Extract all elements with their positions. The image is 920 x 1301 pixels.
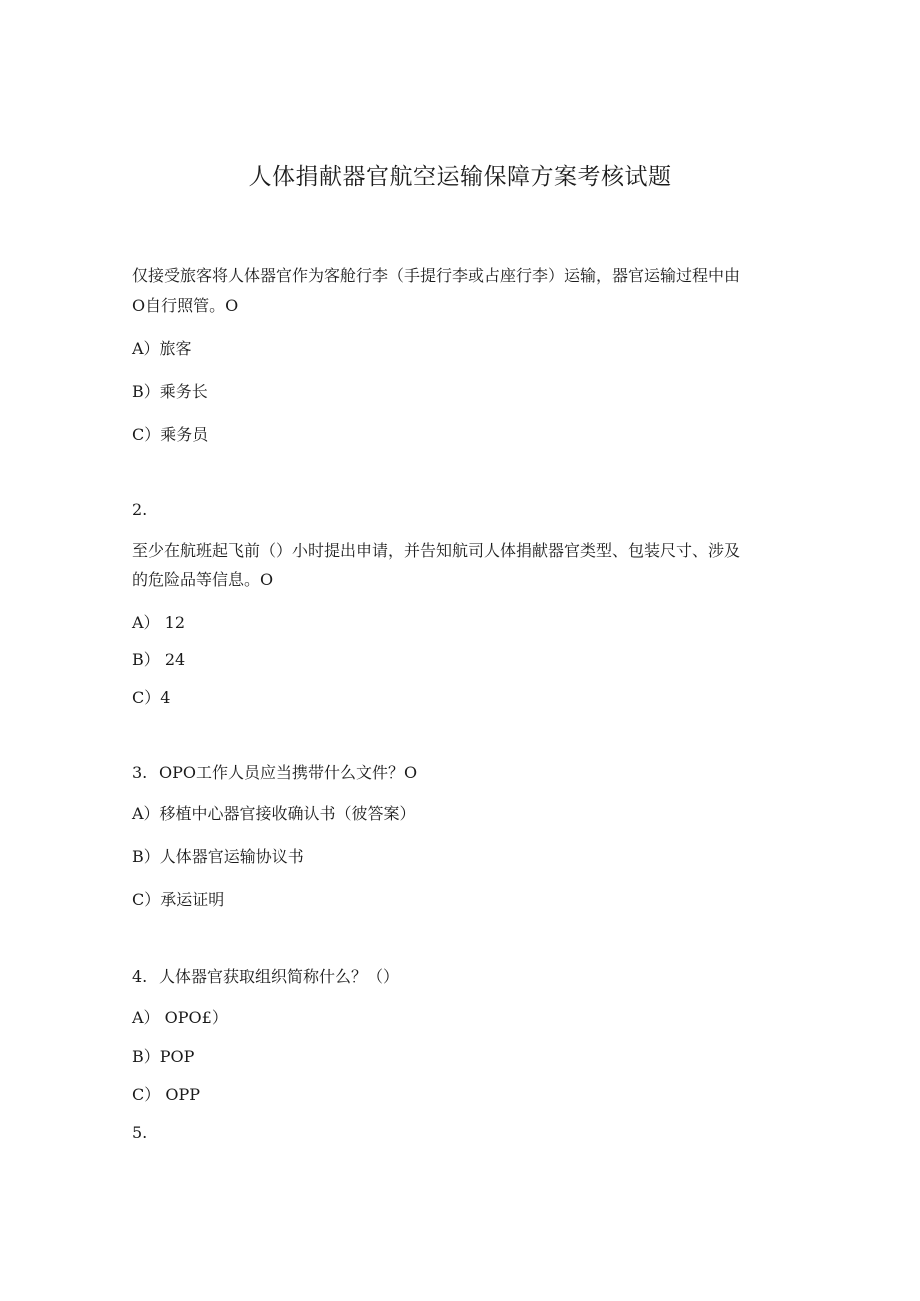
question-3-option-b: B）人体器官运输协议书 <box>132 847 304 866</box>
question-3-option-a: A）移植中心器官接收确认书（彼答案） <box>132 804 416 823</box>
question-4-option-a: A） OPO£） <box>132 1008 228 1027</box>
question-1-option-a: A）旅客 <box>132 339 192 358</box>
question-2-option-c: C）4 <box>132 688 171 707</box>
question-2-option-b: B） 24 <box>132 650 186 669</box>
question-2-number: 2. <box>132 500 148 519</box>
question-2-option-a: A） 12 <box>132 613 186 632</box>
question-4-option-b: B）POP <box>132 1047 195 1066</box>
question-3-option-c: C）承运证明 <box>132 890 225 909</box>
question-4-stem-line-1: 人体器官获取组织简称什么？（） <box>159 967 400 986</box>
question-4-option-c: C） OPP <box>132 1085 200 1104</box>
question-1-option-c: C）乘务员 <box>132 425 209 444</box>
question-1-stem-line-1: 仅接受旅客将人体器官作为客舱行李（手提行李或占座行李）运输，器官运输过程中由 <box>132 266 741 285</box>
question-1-stem-line-2: O自行照管。O <box>132 296 239 315</box>
question-5-number: 5. <box>132 1123 148 1142</box>
question-1-option-b: B）乘务长 <box>132 382 208 401</box>
question-3-stem-line-1: OPO工作人员应当携带什么文件？O <box>159 763 418 782</box>
question-2-stem-line-2: 的危险品等信息。O <box>132 570 274 589</box>
question-3-number: 3. <box>132 763 148 782</box>
question-2-stem-line-1: 至少在航班起飞前（）小时提出申请，并告知航司人体捐献器官类型、包装尺寸、涉及 <box>132 541 741 560</box>
page-title: 人体捐献器官航空运输保障方案考核试题 <box>248 164 672 190</box>
question-4-number: 4. <box>132 967 148 986</box>
